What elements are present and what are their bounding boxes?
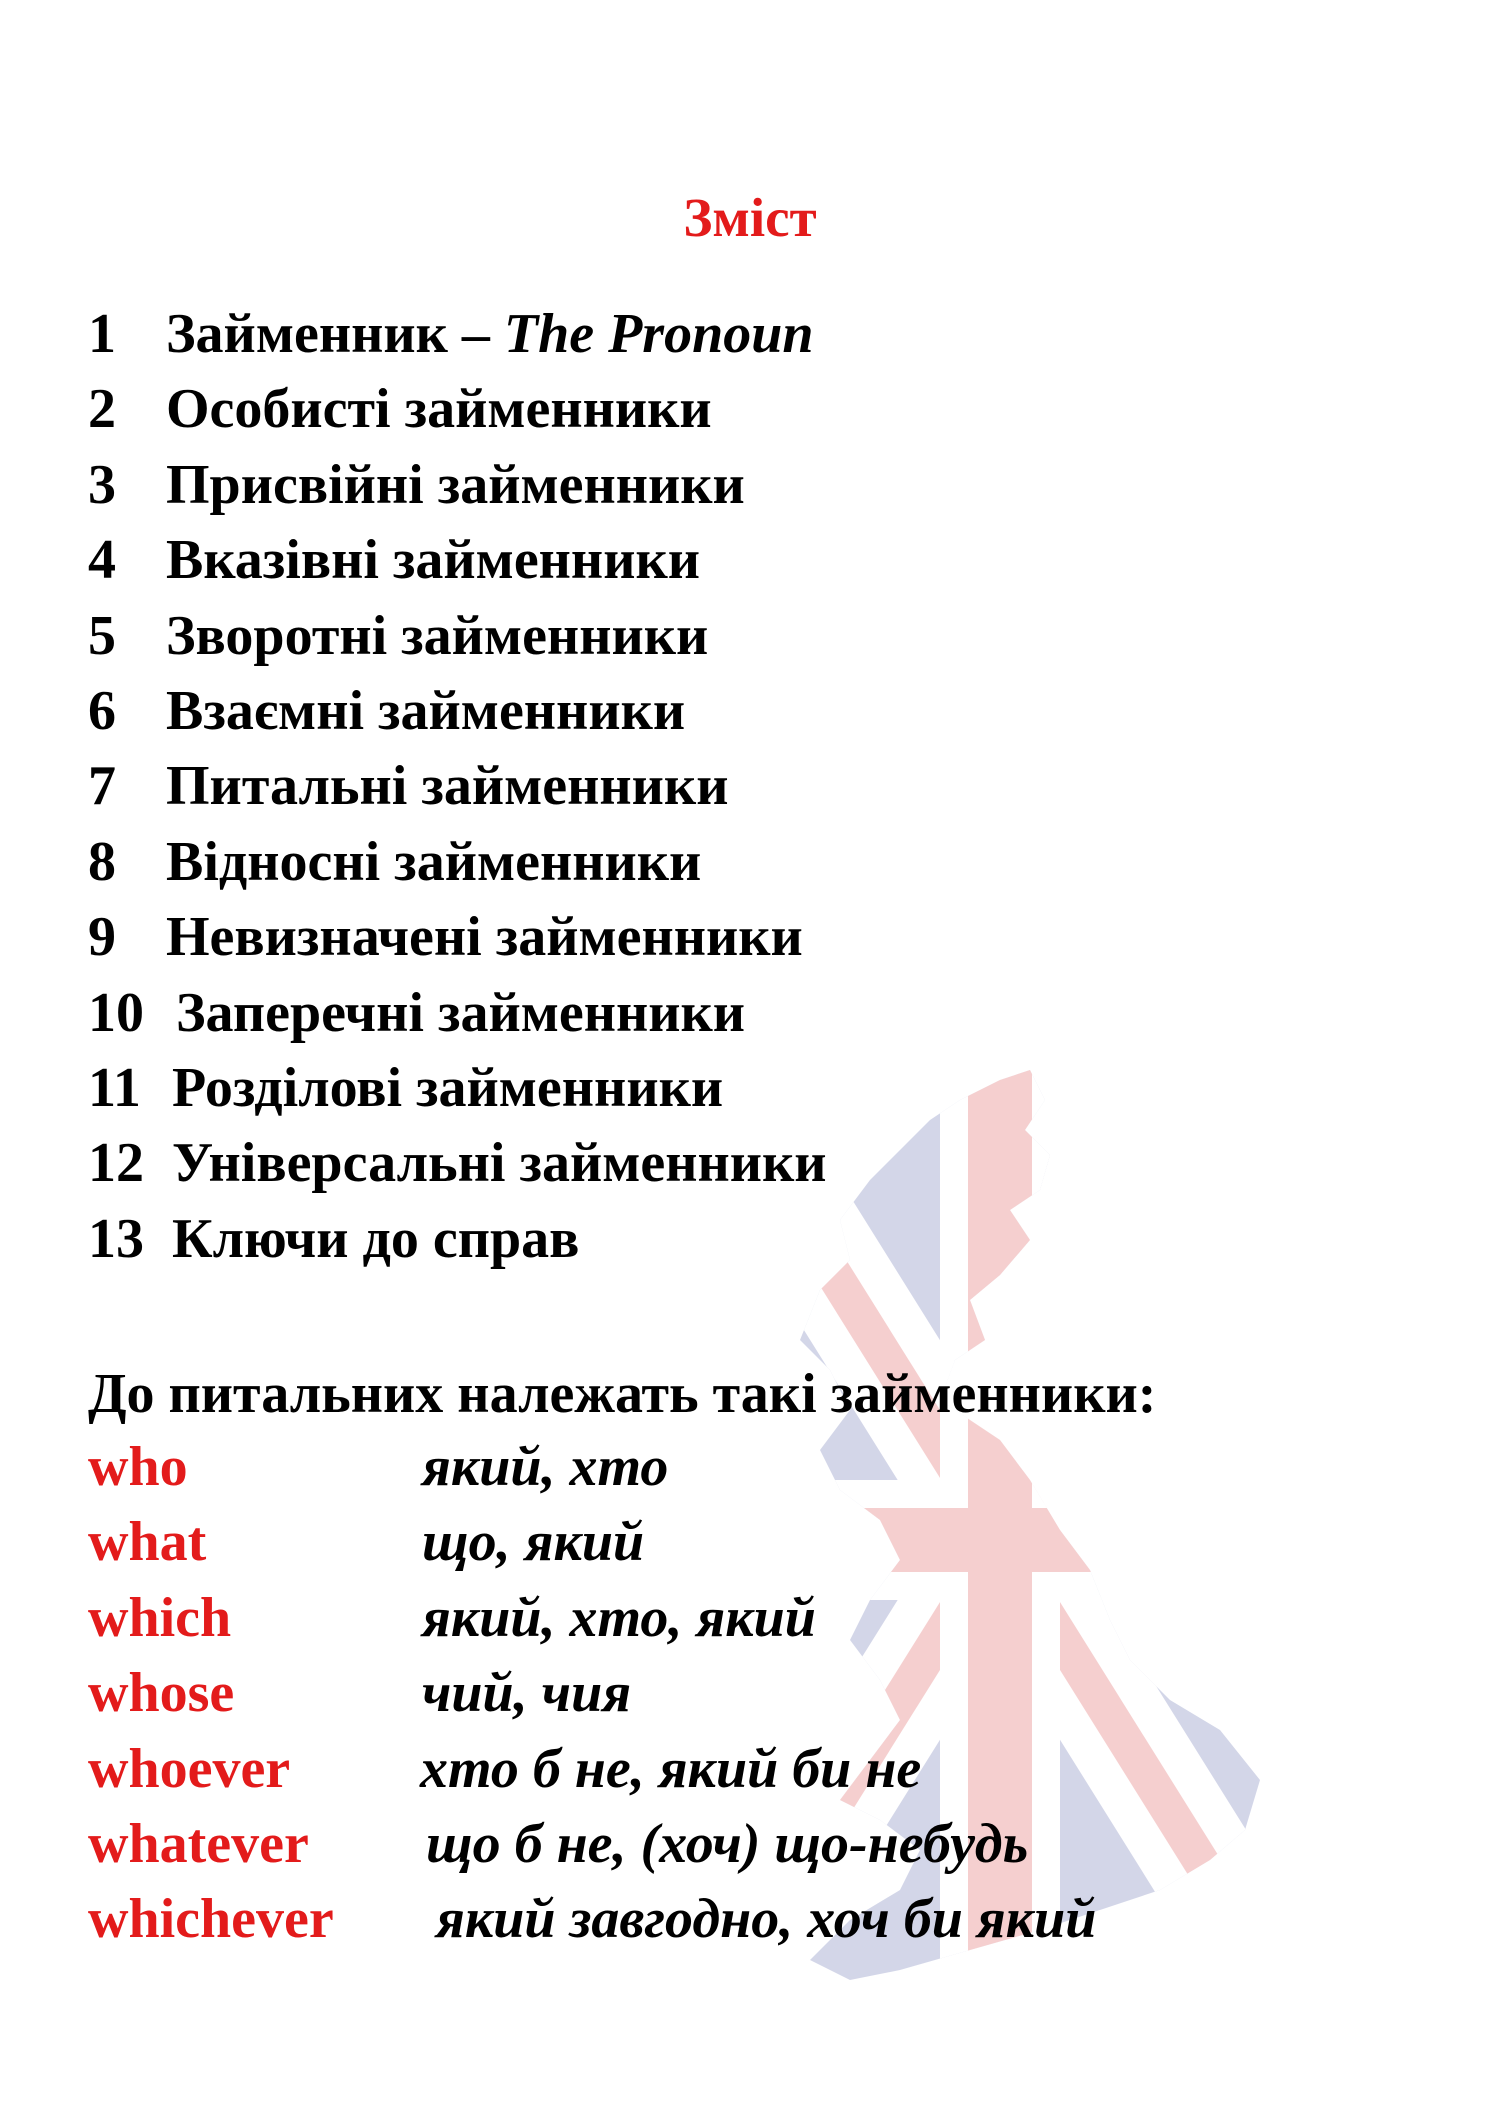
toc-title-text: Займенник – (166, 303, 504, 365)
toc-number: 10 (88, 981, 144, 1044)
toc-item (88, 749, 827, 824)
toc-number: 12 (88, 1132, 144, 1195)
toc-number: 1 (88, 303, 116, 365)
toc-item (88, 1051, 827, 1126)
toc-title: Взаємні займенники (166, 679, 686, 742)
pronoun-translation: чий, чия (422, 1662, 632, 1725)
toc-number: 4 (88, 529, 116, 592)
toc-title: Відносні займенники (166, 830, 702, 893)
toc-item (88, 599, 827, 674)
pronoun-translation: хто б не, який би не (420, 1737, 922, 1800)
pronoun-translation: що, який (422, 1511, 645, 1574)
toc-title: Розділові займенники (172, 1056, 724, 1119)
toc-number: 11 (88, 1056, 141, 1119)
toc-item (88, 448, 827, 523)
toc-number: 7 (88, 755, 116, 818)
toc-item (88, 1202, 827, 1277)
toc-item (88, 297, 827, 372)
toc-item (88, 372, 827, 447)
toc-title: Особисті займенники (166, 378, 712, 441)
toc-item (88, 900, 827, 975)
toc-title: Присвійні займенники (166, 453, 745, 516)
pronoun-translation: який завгодно, хоч би який (436, 1888, 1097, 1951)
pronoun-word: whose (88, 1662, 235, 1725)
pronoun-word: whatever (88, 1812, 309, 1875)
interrogative-intro: До питальних належать такі займенники: (88, 1363, 1157, 1425)
toc-item (88, 674, 827, 749)
toc-item (88, 1126, 827, 1201)
toc-title (166, 297, 814, 372)
pronoun-word: which (88, 1586, 232, 1649)
page-title: Зміст (683, 187, 817, 248)
toc-number: 6 (88, 679, 116, 742)
pronoun-word: whoever (88, 1737, 291, 1800)
pronoun-word: whichever (88, 1888, 334, 1951)
toc-number: 13 (88, 1207, 144, 1270)
toc-title: Питальні займенники (166, 755, 729, 818)
toc-number: 9 (88, 906, 116, 969)
toc-number: 5 (88, 604, 116, 667)
toc-title: Заперечні займенники (176, 981, 746, 1044)
toc-item (88, 976, 827, 1051)
pronoun-word: what (88, 1511, 207, 1574)
toc-item (88, 523, 827, 598)
toc-title: Невизначені займенники (166, 906, 803, 969)
toc-title: Універсальні займенники (172, 1132, 827, 1195)
pronoun-word: who (88, 1436, 188, 1498)
table-of-contents (88, 297, 827, 1277)
toc-title: Зворотні займенники (166, 604, 709, 667)
pronoun-translation: що б не, (хоч) що-небудь (426, 1812, 1029, 1875)
pronoun-translation: який, хто, який (422, 1586, 816, 1649)
toc-number: 2 (88, 378, 116, 441)
pronoun-translation: який, хто (422, 1436, 669, 1498)
toc-title-italic: The Pronoun (503, 303, 814, 365)
toc-title: Ключи до справ (172, 1207, 580, 1270)
toc-number: 3 (88, 453, 116, 516)
toc-title: Вказівні займенники (166, 529, 700, 592)
toc-number: 8 (88, 830, 116, 893)
toc-item (88, 825, 827, 900)
